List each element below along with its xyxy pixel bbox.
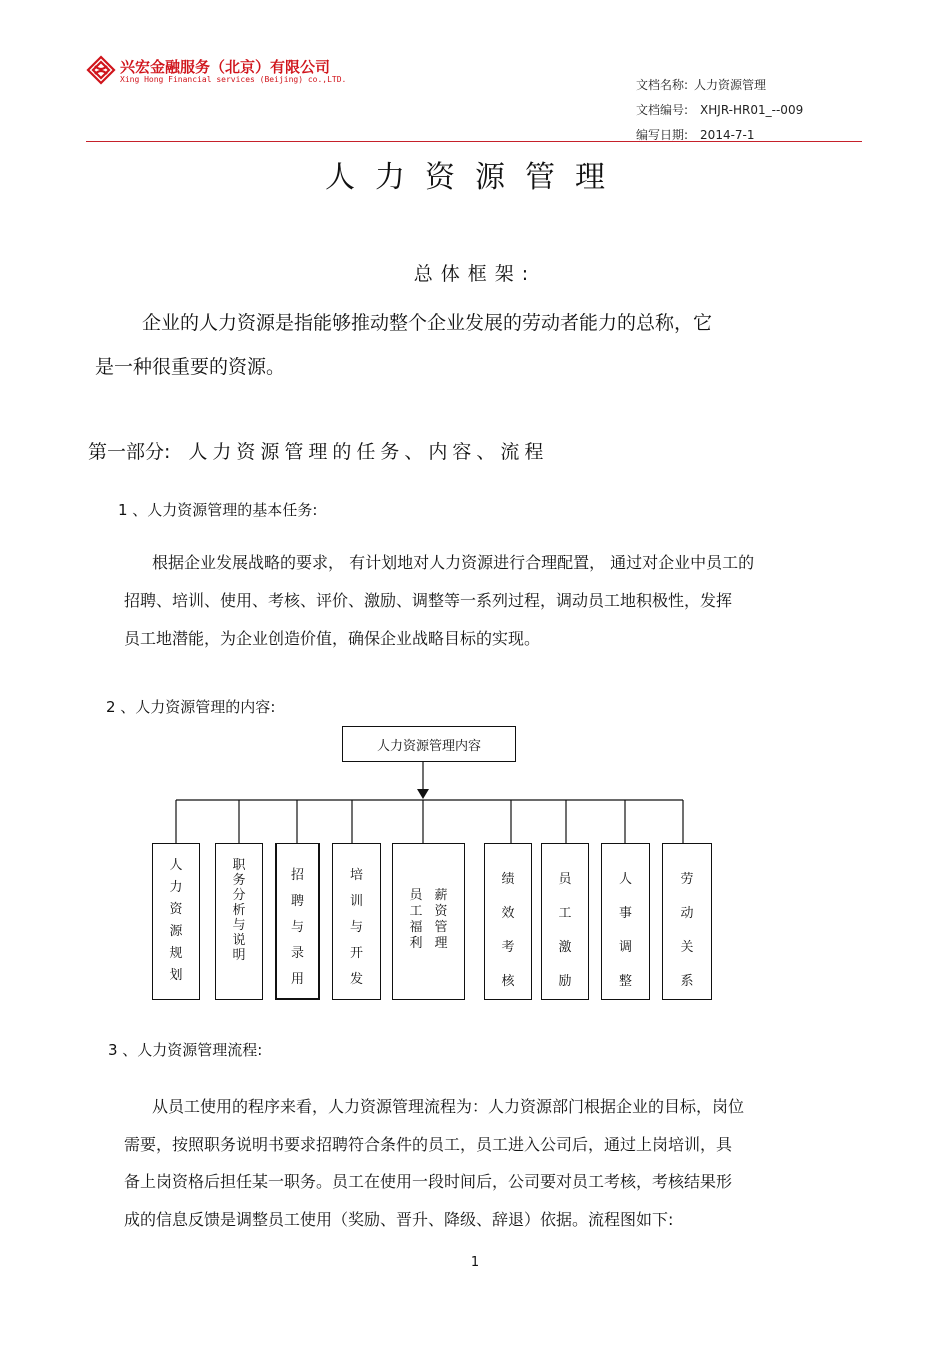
date-value: 2014-7-1: [700, 128, 755, 142]
down-arrow-icon: [417, 789, 429, 799]
doc-name-label: 文档名称:: [636, 78, 689, 92]
doc-name-value: 人力资源管理: [694, 78, 767, 92]
item-3-line: 需要，按照职务说明书要求招聘符合条件的员工，员工进入公司后，通过上岗培训，具: [124, 1135, 733, 1154]
item-1-line: 根据企业发展战略的要求， 有计划地对人力资源进行合理配置， 通过对企业中员工的: [152, 553, 755, 572]
item-3-line: 从员工使用的程序来看，人力资源管理流程为：人力资源部门根据企业的目标，岗位: [152, 1097, 745, 1116]
chart-box-label: 招 聘 与 录 用: [290, 868, 304, 987]
chart-box-label: 培 训 与 开 发: [349, 868, 363, 987]
subtitle: 总体框架:: [413, 263, 537, 285]
section-title: 人力资源管理的任务、内容、流程: [188, 441, 549, 463]
chart-box-label: 绩 效 考 核: [501, 872, 515, 989]
item-2-title: 2 、人力资源管理的内容:: [106, 698, 276, 716]
item-1-line: 招聘、培训、使用、考核、评价、激励、调整等一系列过程，调动员工地积极性，发挥: [124, 591, 733, 610]
intro-line-1: 企业的人力资源是指能够推动整个企业发展的劳动者能力的总称，它: [142, 312, 713, 334]
page-number: 1: [470, 1255, 480, 1270]
item-3-line: 成的信息反馈是调整员工使用（奖励、晋升、降级、辞退）依据。流程图如下:: [124, 1210, 674, 1229]
chart-root-box: 人力资源管理内容: [342, 726, 516, 762]
page-title: 人力资源管理: [325, 160, 625, 195]
doc-number-label: 文档编号:: [636, 103, 689, 117]
company-name-en: Xing Hong Financial services (Beijing) co.,LTD.: [120, 75, 347, 84]
item-1-line: 员工地潜能，为企业创造价值，确保企业战略目标的实现。: [124, 629, 541, 648]
date-label: 编写日期:: [636, 128, 689, 142]
intro-line-2: 是一种很重要的资源。: [95, 356, 286, 378]
item-1-title: 1 、人力资源管理的基本任务:: [118, 501, 318, 519]
chart-box-label: 职 务 分 析 与 说 明: [232, 858, 246, 963]
doc-number-value: XHJR-HR01_--009: [700, 103, 804, 117]
chart-box-label: 员 工 激 励: [558, 872, 572, 989]
chart-box-label: 员 工 福 利 薪 资 管 理: [409, 888, 448, 951]
section-label: 第一部分:: [88, 441, 171, 463]
chart-box-label: 人 力 资 源 规 划: [169, 858, 183, 983]
item-3-line: 备上岗资格后担任某一职务。员工在使用一段时间后，公司要对员工考核，考核结果形: [124, 1172, 733, 1191]
item-3-title: 3 、人力资源管理流程:: [108, 1041, 263, 1059]
chart-box-label: 劳 动 关 系: [680, 872, 694, 989]
company-name-cn: 兴宏金融服务（北京）有限公司: [120, 58, 331, 76]
chart-box-label: 人 事 调 整: [618, 872, 632, 989]
